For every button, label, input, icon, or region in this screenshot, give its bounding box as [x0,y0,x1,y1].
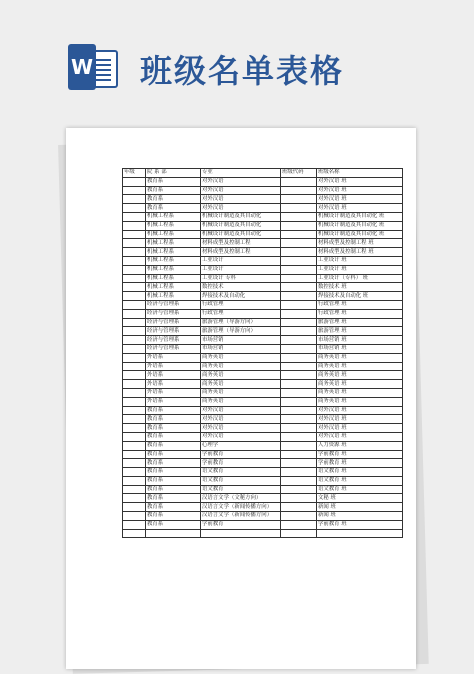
cell-class-code [281,353,317,362]
cell-grade [123,336,146,345]
table-row [123,239,403,248]
table-row [123,450,403,459]
cell-department: 教育系 [146,476,201,485]
document-title: 班级名单表格 [140,52,345,90]
cell-department: 教育系 [146,512,201,521]
cell-class-name: 商务英语 班 [317,380,403,389]
cell-department: 教育系 [146,424,201,433]
cell-department: 经济与管理系 [146,327,201,336]
cell-class-code [281,397,317,406]
cell-grade [123,520,146,529]
cell-class-code [281,239,317,248]
cell-class-name: 材料成型及控制工程 班 [317,239,403,248]
cell-class-name: 文秘 班 [317,494,403,503]
cell-class-name: 学前教育 班 [317,459,403,468]
cell-grade [123,450,146,459]
cell-class-code [281,371,317,380]
cell-grade [123,256,146,265]
cell-class-code [281,344,317,353]
cell-class-code [281,362,317,371]
cell-class-code [281,195,317,204]
cell-class-name: 商务英语 班 [317,371,403,380]
cell-grade [123,503,146,512]
cell-grade [123,388,146,397]
cell-grade [123,344,146,353]
table-row [123,221,403,230]
cell-major: 商务英语 [201,380,281,389]
cell-major: 对外汉语 [201,432,281,441]
table-row [123,292,403,301]
cell-class-code [281,265,317,274]
table-row [123,327,403,336]
cell-grade [123,292,146,301]
cell-grade [123,529,146,538]
cell-department: 教育系 [146,204,201,213]
cell-department: 机械工程系 [146,292,201,301]
cell-grade [123,494,146,503]
cell-department: 机械工程系 [146,212,201,221]
header-class-code: 班级代码 [281,169,317,178]
cell-major: 学前教育 [201,520,281,529]
cell-class-name: 市场营销 班 [317,344,403,353]
cell-major: 对外汉语 [201,415,281,424]
cell-department: 机械工程系 [146,221,201,230]
table-row [123,520,403,529]
cell-grade [123,177,146,186]
table-row [123,503,403,512]
cell-major: 机械设计制造及其自动化 [201,212,281,221]
cell-department: 经济与管理系 [146,344,201,353]
cell-grade [123,283,146,292]
cell-major: 对外汉语 [201,186,281,195]
cell-class-name: 对外汉语 班 [317,195,403,204]
cell-class-name: 学前教育 班 [317,450,403,459]
cell-class-name: 工业设计（专科） 班 [317,274,403,283]
table-row [123,380,403,389]
cell-department: 机械工程系 [146,230,201,239]
cell-major: 汉语言文学（新闻传播方向） [201,512,281,521]
cell-class-code [281,248,317,257]
cell-department: 外语系 [146,362,201,371]
cell-class-code [281,450,317,459]
cell-major: 语文教育 [201,485,281,494]
cell-class-code [281,309,317,318]
cell-grade [123,362,146,371]
cell-class-name: 新闻 班 [317,503,403,512]
table-row [123,186,403,195]
cell-major: 材料成型及控制工程 [201,239,281,248]
document-banner [0,0,474,110]
cell-major: 对外汉语 [201,424,281,433]
document-page [66,128,416,669]
cell-major: 学前教育 [201,450,281,459]
cell-major: 汉语言文学（文秘方向） [201,494,281,503]
table-row [123,283,403,292]
cell-grade [123,274,146,283]
cell-department: 教育系 [146,441,201,450]
cell-class-code [281,512,317,521]
table-row [123,468,403,477]
table-row [123,300,403,309]
cell-class-code [281,186,317,195]
cell-major: 对外汉语 [201,204,281,213]
cell-class-name: 焊接技术及自动化 班 [317,292,403,301]
cell-class-name [317,529,403,538]
table-row [123,476,403,485]
cell-major: 材料成型及控制工程 [201,248,281,257]
header-class-name: 班级名称 [317,169,403,178]
cell-grade [123,371,146,380]
cell-class-name: 行政管理 班 [317,309,403,318]
cell-class-name: 对外汉语 班 [317,432,403,441]
cell-department: 教育系 [146,186,201,195]
cell-class-name: 商务英语 班 [317,388,403,397]
cell-department: 经济与管理系 [146,318,201,327]
cell-grade [123,397,146,406]
cell-department: 教育系 [146,503,201,512]
cell-class-code [281,441,317,450]
cell-grade [123,230,146,239]
cell-class-name: 对外汉语 班 [317,186,403,195]
cell-major [201,529,281,538]
cell-grade [123,186,146,195]
cell-department: 机械工程系 [146,274,201,283]
cell-major: 商务英语 [201,397,281,406]
cell-department: 外语系 [146,397,201,406]
cell-class-name: 对外汉语 班 [317,415,403,424]
table-row [123,415,403,424]
cell-grade [123,248,146,257]
cell-grade [123,441,146,450]
table-row [123,494,403,503]
cell-class-code [281,283,317,292]
cell-department: 经济与管理系 [146,309,201,318]
cell-department: 教育系 [146,177,201,186]
cell-class-code [281,221,317,230]
cell-grade [123,380,146,389]
table-row [123,362,403,371]
cell-department: 教育系 [146,450,201,459]
cell-class-code [281,212,317,221]
table-row [123,344,403,353]
cell-department: 教育系 [146,459,201,468]
header-department: 院 系 部 [146,169,201,178]
cell-class-code [281,476,317,485]
cell-major: 机械设计制造及其自动化 [201,221,281,230]
cell-class-code [281,415,317,424]
cell-grade [123,512,146,521]
cell-class-code [281,494,317,503]
cell-class-code [281,274,317,283]
cell-class-name: 对外汉语 班 [317,177,403,186]
table-row [123,512,403,521]
cell-class-name: 机械设计制造及其自动化 班 [317,221,403,230]
table-row [123,406,403,415]
cell-department: 教育系 [146,195,201,204]
table-row [123,485,403,494]
table-header-row [123,169,403,178]
table-row [123,424,403,433]
cell-major: 工业设计 [201,256,281,265]
cell-department: 教育系 [146,494,201,503]
cell-class-name: 语文教育 班 [317,476,403,485]
cell-major: 学前教育 [201,459,281,468]
table-row [123,265,403,274]
cell-major: 焊接技术及自动化 [201,292,281,301]
cell-class-name: 工业设计 班 [317,265,403,274]
cell-department: 机械工程系 [146,256,201,265]
cell-department: 教育系 [146,406,201,415]
cell-major: 语文教育 [201,476,281,485]
table-row [123,309,403,318]
cell-grade [123,212,146,221]
cell-class-name: 旅游管理 班 [317,327,403,336]
header-major: 专业 [201,169,281,178]
cell-class-code [281,327,317,336]
cell-class-code [281,388,317,397]
cell-class-name: 商务英语 班 [317,362,403,371]
table-row [123,441,403,450]
cell-class-code [281,459,317,468]
cell-class-name: 对外汉语 班 [317,204,403,213]
cell-class-code [281,177,317,186]
cell-class-name: 机械设计制造及其自动化 班 [317,212,403,221]
table-row [123,432,403,441]
word-app-icon: W [68,44,114,90]
cell-department [146,529,201,538]
cell-grade [123,318,146,327]
cell-class-name: 机械设计制造及其自动化 班 [317,230,403,239]
cell-major: 行政管理 [201,300,281,309]
cell-class-name: 语文教育 班 [317,468,403,477]
table-body [123,177,403,538]
cell-major: 对外汉语 [201,406,281,415]
cell-major: 数控技术 [201,283,281,292]
cell-class-code [281,380,317,389]
cell-major: 旅游管理（导游方向） [201,327,281,336]
cell-class-name: 旅游管理 班 [317,318,403,327]
cell-class-code [281,336,317,345]
cell-grade [123,300,146,309]
cell-grade [123,204,146,213]
cell-department: 机械工程系 [146,239,201,248]
header-grade: 年级 [123,169,146,178]
cell-grade [123,432,146,441]
cell-grade [123,239,146,248]
cell-class-code [281,520,317,529]
cell-class-code [281,318,317,327]
cell-major: 汉语言文学（新闻传播方向） [201,503,281,512]
cell-major: 工业设计 专科 [201,274,281,283]
cell-major: 市场营销 [201,344,281,353]
cell-class-name: 人力资源 班 [317,441,403,450]
cell-grade [123,415,146,424]
cell-major: 工业设计 [201,265,281,274]
cell-class-name: 学前教育 班 [317,520,403,529]
table-row [123,371,403,380]
cell-class-name: 对外汉语 班 [317,424,403,433]
cell-major: 商务英语 [201,388,281,397]
table-row [123,177,403,186]
cell-major: 对外汉语 [201,195,281,204]
cell-grade [123,195,146,204]
cell-department: 外语系 [146,388,201,397]
cell-class-code [281,468,317,477]
table-row [123,212,403,221]
cell-grade [123,309,146,318]
table-row [123,336,403,345]
cell-class-name: 语文教育 班 [317,485,403,494]
cell-class-name: 新闻 班 [317,512,403,521]
cell-grade [123,424,146,433]
cell-major: 市场营销 [201,336,281,345]
cell-major: 心理学 [201,441,281,450]
cell-major: 商务英语 [201,362,281,371]
cell-class-code [281,230,317,239]
cell-class-code [281,292,317,301]
cell-grade [123,476,146,485]
table-row [123,274,403,283]
cell-major: 商务英语 [201,371,281,380]
cell-class-code [281,485,317,494]
table-row [123,195,403,204]
table-row [123,397,403,406]
cell-grade [123,353,146,362]
cell-department: 外语系 [146,353,201,362]
cell-major: 机械设计制造及其自动化 [201,230,281,239]
table-row [123,353,403,362]
cell-class-code [281,432,317,441]
cell-department: 机械工程系 [146,248,201,257]
cell-class-code [281,406,317,415]
cell-class-name: 市场营销 班 [317,336,403,345]
cell-major: 语文教育 [201,468,281,477]
cell-major: 对外汉语 [201,177,281,186]
cell-class-name: 商务英语 班 [317,353,403,362]
table-row [123,256,403,265]
cell-grade [123,221,146,230]
cell-grade [123,468,146,477]
cell-class-name: 数控技术 班 [317,283,403,292]
cell-grade [123,265,146,274]
table-row [123,529,403,538]
cell-class-code [281,529,317,538]
cell-department: 教育系 [146,432,201,441]
cell-department: 教育系 [146,520,201,529]
cell-class-name: 材料成型及控制工程 班 [317,248,403,257]
cell-department: 经济与管理系 [146,300,201,309]
table-row [123,388,403,397]
class-roster-table [122,168,403,538]
cell-class-code [281,204,317,213]
cell-grade [123,459,146,468]
table-row [123,230,403,239]
cell-department: 外语系 [146,371,201,380]
cell-class-code [281,256,317,265]
cell-class-code [281,503,317,512]
cell-class-code [281,300,317,309]
cell-department: 经济与管理系 [146,336,201,345]
cell-department: 教育系 [146,468,201,477]
table-row [123,318,403,327]
table-row [123,204,403,213]
cell-department: 外语系 [146,380,201,389]
cell-major: 行政管理 [201,309,281,318]
cell-department: 教育系 [146,485,201,494]
cell-grade [123,406,146,415]
cell-class-code [281,424,317,433]
cell-major: 旅游管理（导游方向） [201,318,281,327]
cell-department: 机械工程系 [146,283,201,292]
table-row [123,459,403,468]
table-row [123,248,403,257]
cell-class-name: 行政管理 班 [317,300,403,309]
cell-major: 商务英语 [201,353,281,362]
cell-class-name: 对外汉语 班 [317,406,403,415]
cell-grade [123,327,146,336]
cell-class-name: 商务英语 班 [317,397,403,406]
cell-grade [123,485,146,494]
cell-class-name: 工业设计 班 [317,256,403,265]
cell-department: 机械工程系 [146,265,201,274]
cell-department: 教育系 [146,415,201,424]
